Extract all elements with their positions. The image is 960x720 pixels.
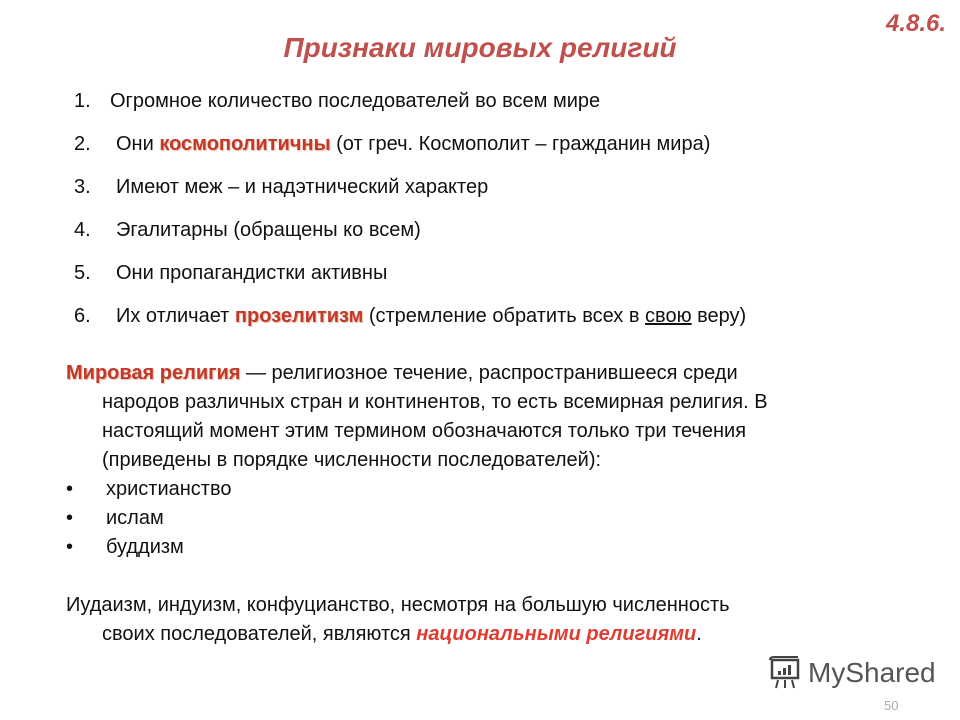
item-text: Они пропагандистки активны bbox=[116, 262, 388, 284]
list-item bbox=[74, 174, 746, 217]
bullet-text: ислам bbox=[106, 507, 164, 529]
list-item bbox=[74, 260, 746, 303]
definition-text: — религиозное течение, распространившееся среди bbox=[240, 362, 738, 384]
list-item bbox=[74, 131, 746, 174]
highlight-term: национальными религиями bbox=[416, 623, 697, 645]
item-number: 2. bbox=[74, 133, 91, 155]
item-text: Огромное количество последователей во всем мире bbox=[110, 90, 601, 112]
item-text: Они bbox=[116, 133, 160, 155]
item-text: (стремление обратить всех в bbox=[363, 305, 646, 327]
definition-text: (приведены в порядке численности последователей): bbox=[102, 449, 602, 471]
paragraph-text: своих последователей, являются bbox=[102, 623, 417, 645]
item-text: Их отличает bbox=[116, 305, 235, 327]
highlight-term: прозелитизм bbox=[234, 305, 364, 327]
item-text: веру) bbox=[691, 305, 747, 327]
watermark-logo bbox=[768, 656, 936, 690]
item-number: 3. bbox=[74, 176, 91, 198]
item-number: 4. bbox=[74, 219, 91, 241]
highlight-term: космополитичны bbox=[159, 133, 331, 155]
definition-text: настоящий момент этим термином обозначаются только три течения bbox=[102, 420, 747, 442]
definition-term: Мировая религия bbox=[66, 362, 241, 384]
bullet-item: • буддизм bbox=[66, 536, 184, 558]
item-number: 1. bbox=[74, 90, 91, 112]
list-item bbox=[74, 217, 746, 260]
item-text: Имеют меж – и надэтнический характер bbox=[116, 176, 489, 198]
bullet-item: • ислам bbox=[66, 507, 164, 529]
underlined-word: свою bbox=[645, 305, 692, 327]
paragraph-text: . bbox=[696, 623, 702, 645]
presentation-board-icon bbox=[768, 656, 802, 690]
slide-number: 4.8.6. bbox=[885, 10, 946, 37]
list-item bbox=[74, 303, 746, 346]
item-number: 5. bbox=[74, 262, 91, 284]
bullet-text: христианство bbox=[106, 478, 232, 500]
paragraph-text: Иудаизм, индуизм, конфуцианство, несмотря на большую численность bbox=[66, 594, 730, 616]
slide-title: Признаки мировых религий bbox=[283, 32, 677, 63]
definition-paragraph bbox=[66, 359, 768, 562]
bullet-item: • христианство bbox=[66, 478, 232, 500]
item-text: (от греч. Космополит – гражданин мира) bbox=[330, 133, 711, 155]
item-number: 6. bbox=[74, 305, 91, 327]
item-text: Эгалитарны (обращены ко всем) bbox=[116, 219, 421, 241]
watermark-text: MyShared bbox=[808, 657, 936, 688]
national-religions-paragraph bbox=[66, 591, 730, 649]
bullet-text: буддизм bbox=[106, 536, 184, 558]
features-list bbox=[74, 88, 746, 346]
list-item bbox=[74, 88, 746, 131]
definition-text: народов различных стран и континентов, то есть всемирная религия. В bbox=[102, 391, 768, 413]
page-number: 50 bbox=[884, 698, 899, 713]
